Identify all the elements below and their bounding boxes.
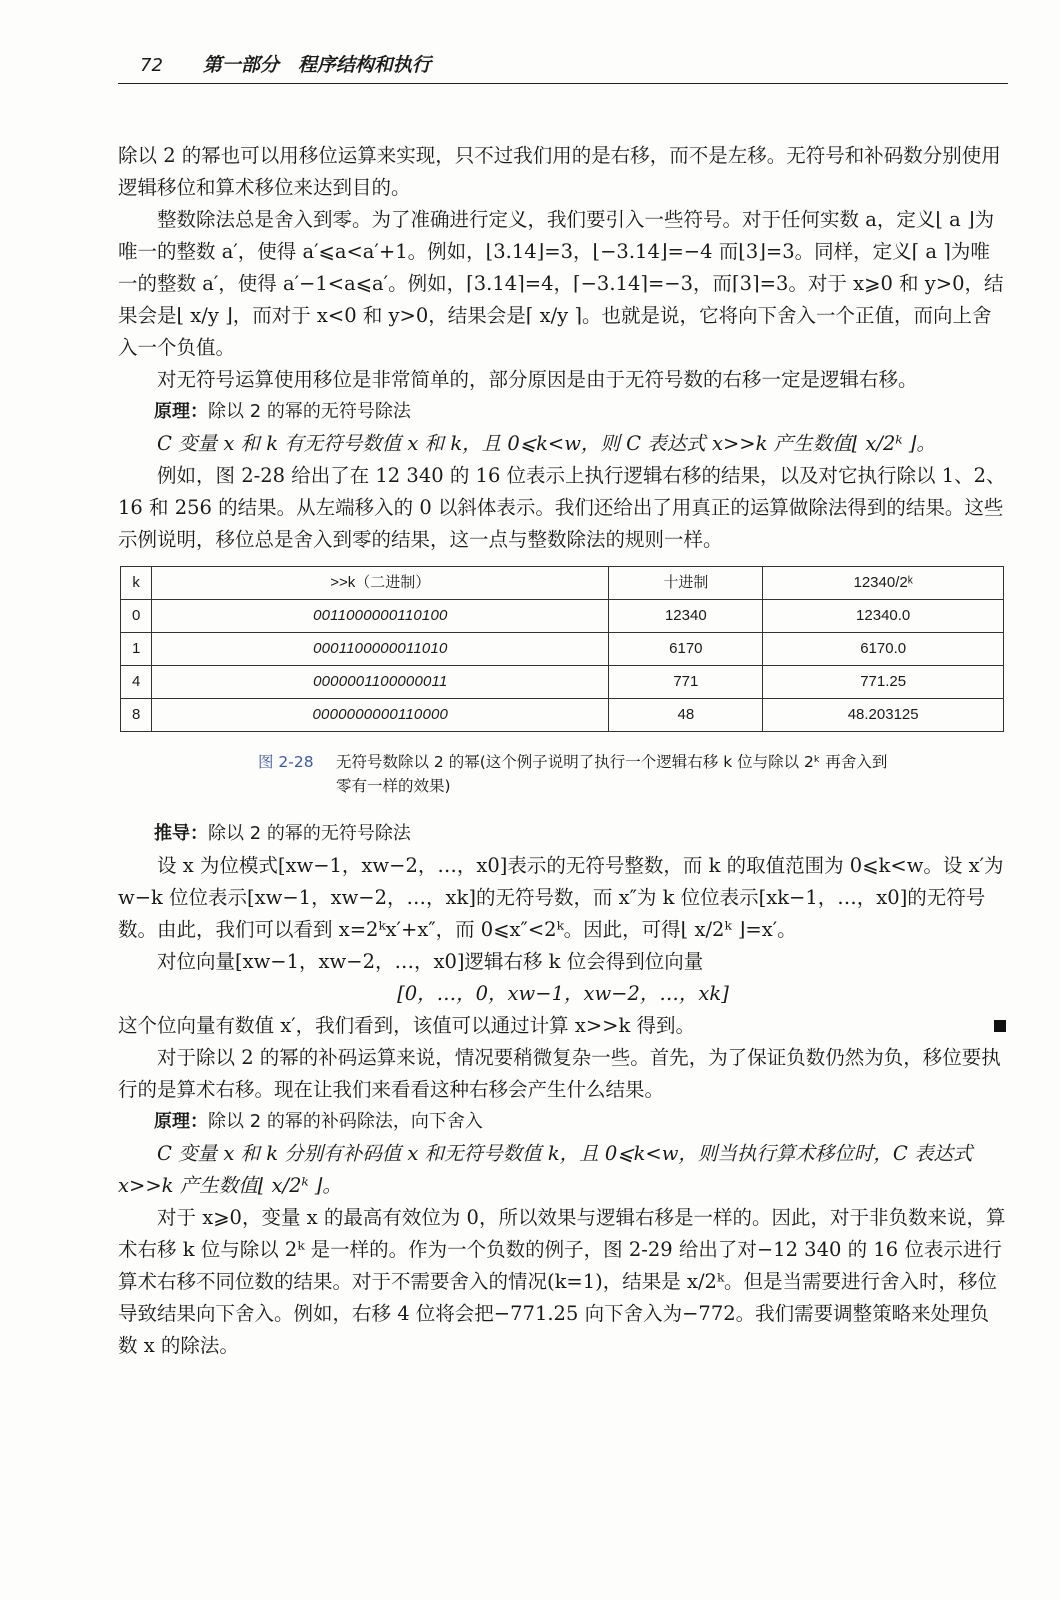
- table-cell: 12340: [609, 600, 763, 633]
- table-cell: 771.25: [763, 666, 1004, 699]
- shift-table: [120, 566, 1004, 732]
- principle-text: C 变量 x 和 k 分别有补码值 x 和无符号数值 k，且 0⩽k<w，则当执行算术移位时，C 表达式 x>>k 产生数值⌊ x/2ᵏ ⌋。: [118, 1142, 973, 1197]
- table-cell: 0001100000011010: [152, 633, 609, 666]
- paragraph: 设 x 为位模式[xw−1，xw−2，…，x0]表示的无符号整数，而 k 的取值范围为 0⩽k<w。设 x′为 w−k 位位表示[xw−1，xw−2，…，xk]的无符号数，而 x″为 k 位位表示[xk−1，…，x0]的无符号数。由此，我们可以看到 x=2ᵏx′+x″，而 0⩽x″<2ᵏ。因此，可得⌊ x/2ᵏ ⌋=x′。: [118, 854, 1004, 941]
- principle-title: 除以 2 的幂的无符号除法: [208, 401, 411, 422]
- paragraph: 对位向量[xw−1，xw−2，…，x0]逻辑右移 k 位会得到位向量: [157, 950, 704, 973]
- table-header: 12340/2ᵏ: [763, 567, 1004, 600]
- table-header: 十进制: [609, 567, 763, 600]
- table-header-row: [121, 567, 1004, 600]
- page-body: [118, 140, 1008, 1362]
- page-number: 72: [140, 55, 163, 76]
- paragraph: 例如，图 2-28 给出了在 12 340 的 16 位表示上执行逻辑右移的结果，以及对它执行除以 1、2、16 和 256 的结果。从左端移入的 0 以斜体表示。我们还给出了用真正的运算做除法得到的结果。这些示例说明，移位总是舍入到零的结果，这一点与整数除法的规则一样。: [118, 464, 1006, 551]
- table-cell: 48.203125: [763, 699, 1004, 732]
- principle-heading: [118, 396, 1008, 428]
- table-row: [121, 666, 1004, 699]
- paragraph: 对于 x⩾0，变量 x 的最高有效位为 0，所以效果与逻辑右移是一样的。因此，对于非负数来说，算术右移 k 位与除以 2ᵏ 是一样的。作为一个负数的例子，图 2-29 给出了对−12 340 的 16 位表示进行算术右移不同位数的结果。对于不需要舍入的情况(k=1)，结果是 x/2ᵏ。但是当需要进行舍入时，移位导致结果向下舍入。例如，右移 4 位将会把−771.25 向下舍入为−772。我们需要调整策略来处理负数 x 的除法。: [118, 1206, 1006, 1357]
- table-cell: 0000000000110000: [152, 699, 609, 732]
- table-cell: 0011000000110100: [152, 600, 609, 633]
- paragraph: 除以 2 的幂也可以用移位运算来实现，只不过我们用的是右移，而不是左移。无符号和补码数分别使用逻辑移位和算术移位来达到目的。: [118, 144, 1001, 199]
- principle-text: C 变量 x 和 k 有无符号数值 x 和 k，且 0⩽k<w，则 C 表达式 x>>k 产生数值⌊ x/2ᵏ ⌋。: [157, 432, 936, 455]
- page-header: [118, 50, 1008, 84]
- table-cell: 6170.0: [763, 633, 1004, 666]
- derivation-title: 除以 2 的幂的无符号除法: [208, 823, 411, 844]
- table-cell: 12340.0: [763, 600, 1004, 633]
- paragraph: 对于除以 2 的幂的补码运算来说，情况要稍微复杂一些。首先，为了保证负数仍然为负，移位要执行的是算术右移。现在让我们来看看这种右移会产生什么结果。: [118, 1046, 1001, 1101]
- table-row: [121, 699, 1004, 732]
- table-row: [121, 600, 1004, 633]
- table-cell: 4: [121, 666, 152, 699]
- chapter-title: 第一部分 程序结构和执行: [202, 54, 431, 76]
- table-cell: 48: [609, 699, 763, 732]
- table-row: [121, 633, 1004, 666]
- principle-label: 原理：: [154, 1111, 208, 1132]
- bit-vector: [0，…，0，xw−1，xw−2，…，xk]: [397, 982, 729, 1005]
- figure-caption: [258, 750, 1008, 798]
- table-header: k: [121, 567, 152, 600]
- paragraph-text: 这个位向量有数值 x′，我们看到，该值可以通过计算 x>>k 得到。: [118, 1014, 696, 1037]
- principle-title: 除以 2 的幂的补码除法，向下舍入: [208, 1111, 483, 1132]
- derivation-label: 推导：: [154, 823, 208, 844]
- principle-heading: [118, 1106, 1008, 1138]
- end-of-proof-icon: [994, 1020, 1006, 1032]
- paragraph: [118, 1010, 1008, 1042]
- table-cell: 8: [121, 699, 152, 732]
- figure-label: 图 2-28: [258, 753, 314, 771]
- table-cell: 1: [121, 633, 152, 666]
- paragraph: 整数除法总是舍入到零。为了准确进行定义，我们要引入一些符号。对于任何实数 a，定义⌊ a ⌋为唯一的整数 a′，使得 a′⩽a<a′+1。例如，⌊3.14⌋=3，⌊−3.14⌋=−4 而⌊3⌋=3。同样，定义⌈ a ⌉为唯一的整数 a′，使得 a′−1<a⩽a′。例如，⌈3.14⌉=4，⌈−3.14⌉=−3，而⌈3⌉=3。对于 x⩾0 和 y>0，结果会是⌊ x/y ⌋，而对于 x<0 和 y>0，结果会是⌈ x/y ⌉。也就是说，它将向下舍入一个正值，而向上舍入一个负值。: [118, 208, 1004, 359]
- table-cell: 0000001100000011: [152, 666, 609, 699]
- table-header: >>k（二进制）: [152, 567, 609, 600]
- table-cell: 0: [121, 600, 152, 633]
- derivation-heading: [118, 818, 1008, 850]
- table-cell: 6170: [609, 633, 763, 666]
- figure-caption-text: 无符号数除以 2 的幂(这个例子说明了执行一个逻辑右移 k 位与除以 2ᵏ 再舍入到零有一样的效果): [336, 753, 888, 795]
- paragraph: 对无符号运算使用移位是非常简单的，部分原因是由于无符号数的右移一定是逻辑右移。: [157, 368, 918, 391]
- principle-label: 原理：: [154, 401, 208, 422]
- table-cell: 771: [609, 666, 763, 699]
